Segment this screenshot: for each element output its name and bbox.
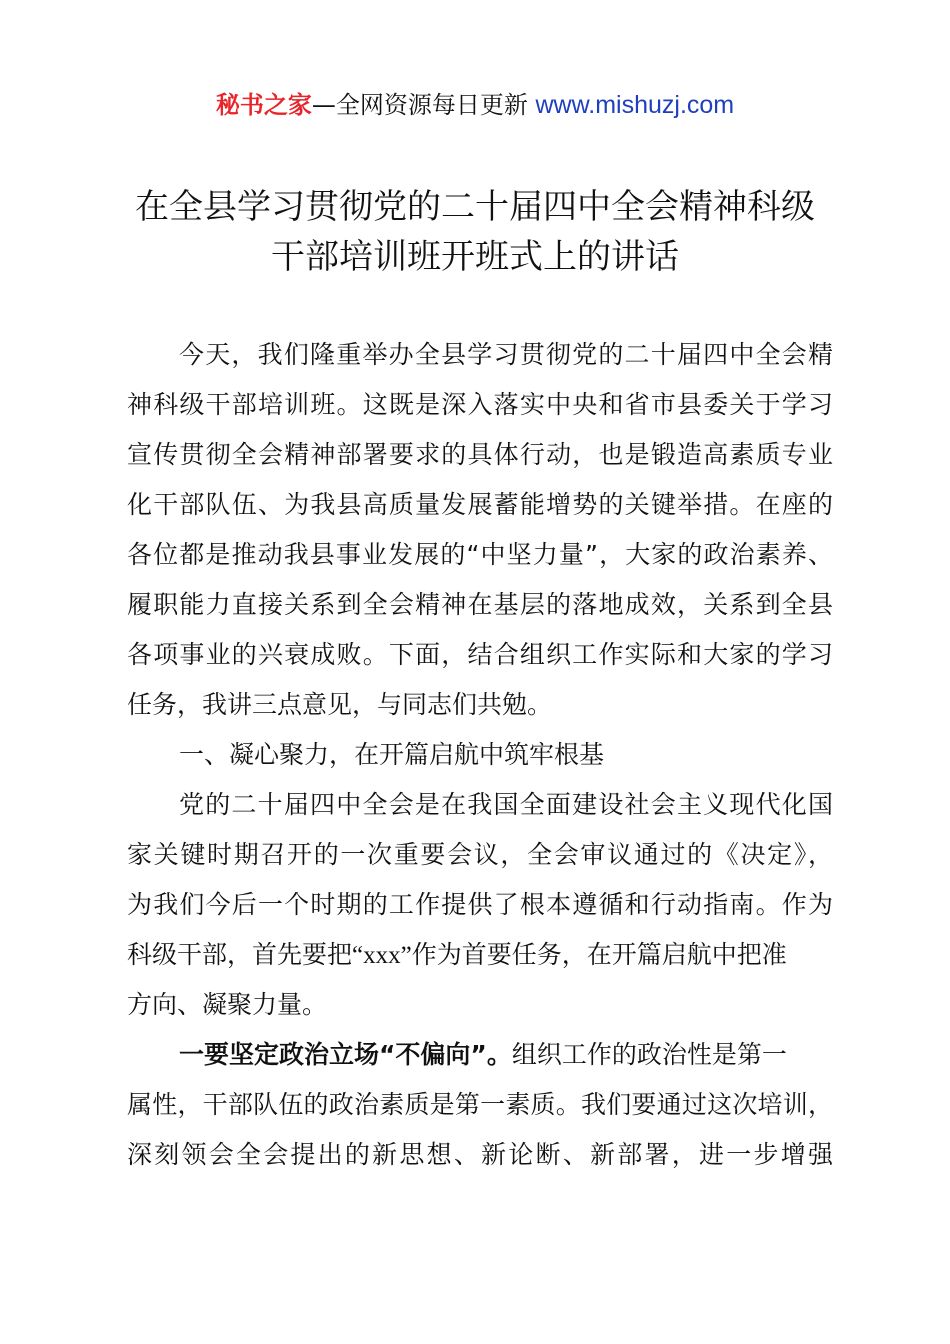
bold-lead-in: 一要坚定政治立场“不偏向”。 xyxy=(179,1040,512,1069)
paragraph-1-line: 各位都是推动我县事业发展的“中坚力量”，大家的政治素养、 xyxy=(127,540,833,569)
document-body xyxy=(127,330,833,1180)
paragraph-1-line: 各项事业的兴衰成败。下面，结合组织工作实际和大家的学习 xyxy=(127,640,833,669)
paragraph-2-text: 科级干部，首先要把 xyxy=(127,940,353,969)
paragraph-3-line: 属性，干部队伍的政治素质是第一素质。我们要通过这次培训， xyxy=(127,1090,833,1119)
placeholder-quote: “xxx” xyxy=(352,942,412,969)
paragraph-1-line: 今天，我们隆重举办全县学习贯彻党的二十届四中全会精 xyxy=(179,340,833,369)
paragraph-1-line: 履职能力直接关系到全会精神在基层的落地成效，关系到全县 xyxy=(127,590,833,619)
paragraph-3-line xyxy=(127,1030,833,1080)
header-slogan: —全网资源每日更新 xyxy=(311,91,536,119)
paragraph-2-line: 方向、凝聚力量。 xyxy=(127,990,328,1019)
paragraph-1-line: 神科级干部培训班。这既是深入落实中央和省市县委关于学习 xyxy=(127,390,833,419)
paragraph-3-line: 深刻领会全会提出的新思想、新论断、新部署，进一步增强 xyxy=(127,1140,833,1169)
paragraph-2-line: 为我们今后一个时期的工作提供了根本遵循和行动指南。作为 xyxy=(127,890,833,919)
document-title xyxy=(0,182,950,282)
paragraph-2-line: 家关键时期召开的一次重要会议，全会审议通过的《决定》， xyxy=(127,840,833,869)
title-line-2: 干部培训班开班式上的讲话 xyxy=(271,237,679,277)
paragraph-3-text: 组织工作的政治性是第一 xyxy=(511,1040,787,1069)
paragraph-2-line xyxy=(127,930,833,980)
brand-name: 秘书之家 xyxy=(215,91,312,119)
site-header xyxy=(0,88,950,122)
paragraph-1-line: 化干部队伍、为我县高质量发展蓄能增势的关键举措。在座的 xyxy=(127,490,833,519)
site-url-link[interactable]: www.mishuzj.com xyxy=(535,91,735,119)
title-line-1: 在全县学习贯彻党的二十届四中全会精神科级 xyxy=(135,187,815,227)
paragraph-2-text: 作为首要任务，在开篇启航中把准 xyxy=(411,940,787,969)
paragraph-1-line: 任务，我讲三点意见，与同志们共勉。 xyxy=(127,690,553,719)
paragraph-1-line: 宣传贯彻全会精神部署要求的具体行动，也是锻造高素质专业 xyxy=(127,440,833,469)
section-heading-1: 一、凝心聚力，在开篇启航中筑牢根基 xyxy=(179,740,605,769)
paragraph-2-line: 党的二十届四中全会是在我国全面建设社会主义现代化国 xyxy=(179,790,833,819)
